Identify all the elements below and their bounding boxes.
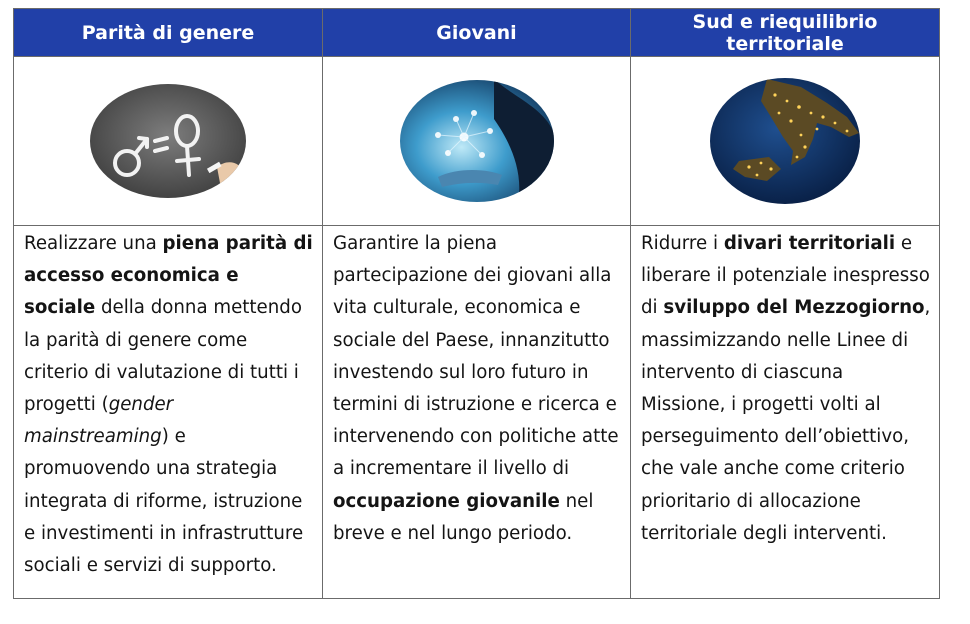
bold-text-segment: piena parità di accesso economica e sociale bbox=[24, 233, 313, 319]
image-row bbox=[14, 57, 940, 226]
italic-text-segment: gender mainstreaming bbox=[24, 394, 174, 448]
image-cell-south bbox=[631, 57, 940, 226]
text-segment: Realizzare una bbox=[24, 233, 163, 254]
text-segment: ) e promuovendo una strategia integrata di riforme, istruzione e investimenti in infrastrutture sociali e servizi di supporto. bbox=[24, 426, 304, 577]
description-gender bbox=[14, 226, 322, 582]
text-segment: e liberare il potenziale inespresso di bbox=[641, 233, 930, 319]
priorities-table bbox=[13, 8, 940, 599]
header-row bbox=[14, 9, 940, 57]
text-segment: Garantire la piena partecipazione dei giovani alla vita culturale, economica e sociale del Paese, innanzitutto investendo sul loro futuro in termini di istruzione e ricerca e intervenendo con politiche atte a incrementare il livello di bbox=[333, 233, 619, 480]
text-segment: Ridurre i bbox=[641, 233, 724, 254]
header-giovani: Giovani bbox=[323, 9, 631, 57]
header-parita-di-genere: Parità di genere bbox=[14, 9, 323, 57]
bold-text-segment: sviluppo del Mezzogiorno bbox=[663, 297, 925, 319]
description-south bbox=[631, 226, 939, 550]
text-segment: nel breve e nel lungo periodo. bbox=[333, 490, 594, 544]
header-sud-riequilibrio: Sud e riequilibrio territoriale bbox=[631, 9, 940, 57]
text-segment: , massimizzando nelle Linee di intervento di ciascuna Missione, i progetti volti al perseguimento dell’obiettivo, che vale anche come criterio prioritario di allocazione territoriale degli interventi. bbox=[641, 297, 931, 544]
text-row bbox=[14, 226, 940, 599]
gender-equality-chalkboard-image bbox=[89, 83, 247, 199]
text-cell-youth bbox=[323, 226, 631, 599]
bold-text-segment: occupazione giovanile bbox=[333, 490, 560, 512]
text-segment: della donna mettendo la parità di genere come criterio di valutazione di tutti i progetti ( bbox=[24, 297, 302, 416]
youth-network-hand-image bbox=[398, 79, 556, 203]
text-cell-gender bbox=[14, 226, 323, 599]
text-cell-south bbox=[631, 226, 940, 599]
bold-text-segment: divari territoriali bbox=[723, 233, 896, 254]
description-youth bbox=[323, 226, 630, 550]
image-cell-gender bbox=[14, 57, 323, 226]
southern-italy-night-map-image bbox=[709, 77, 861, 205]
image-cell-youth bbox=[323, 57, 631, 226]
